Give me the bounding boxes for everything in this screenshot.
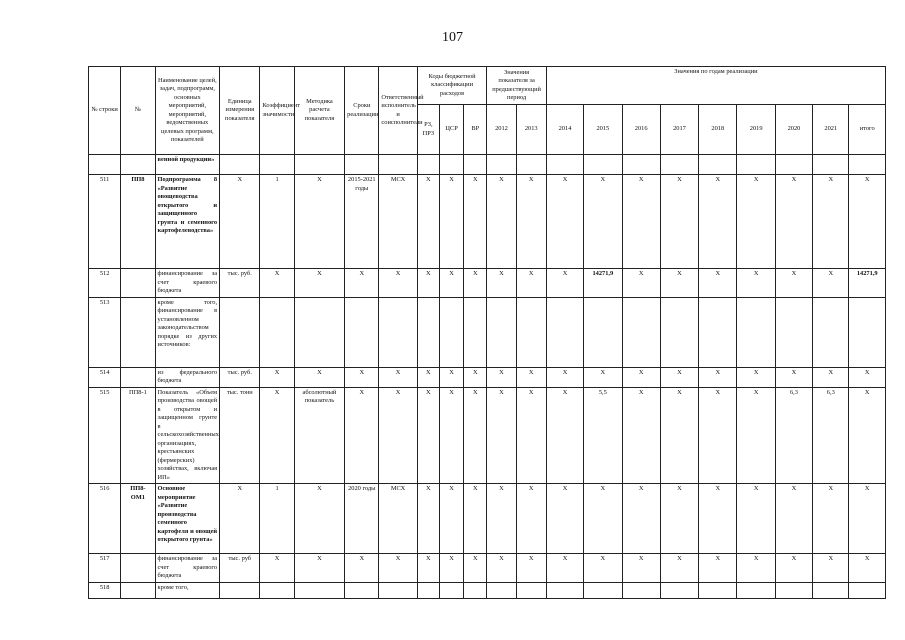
cell-item-no: ПП8-ОМ1 bbox=[121, 484, 155, 554]
header-year: 2014 bbox=[546, 105, 583, 155]
cell-executor: Х bbox=[379, 554, 417, 583]
cell-year-value: 6,3 bbox=[775, 387, 812, 484]
cell-year-value: Х bbox=[622, 367, 660, 387]
table-row bbox=[89, 269, 886, 298]
cell-total: Х bbox=[849, 484, 886, 554]
header-budget-codes: Коды бюджетной классификации расходов bbox=[417, 67, 487, 105]
cell-executor: Х bbox=[379, 367, 417, 387]
cell-coef bbox=[260, 582, 294, 598]
table-body bbox=[89, 155, 886, 599]
header-terms: Сроки реализации bbox=[345, 67, 379, 155]
cell-terms: 2015-2021 годы bbox=[345, 175, 379, 269]
cell-year-value bbox=[546, 582, 583, 598]
cell-line-no: 516 bbox=[89, 484, 121, 554]
cell-terms bbox=[345, 582, 379, 598]
header-executor: Ответственный исполнитель и соисполнители bbox=[379, 67, 417, 155]
header-year-values: Значения по годам реализации bbox=[546, 67, 885, 105]
cell-year-value: Х bbox=[487, 269, 516, 298]
cell-year-value: Х bbox=[516, 269, 546, 298]
cell-item-no bbox=[121, 582, 155, 598]
cell-year-value: Х bbox=[584, 554, 622, 583]
cell-year-value bbox=[813, 582, 849, 598]
cell-year-value: Х bbox=[813, 269, 849, 298]
header-vr: ВР bbox=[464, 105, 487, 155]
cell-year-value bbox=[516, 155, 546, 175]
cell-unit: Х bbox=[220, 484, 260, 554]
cell-year-value: Х bbox=[622, 387, 660, 484]
header-year: 2013 bbox=[516, 105, 546, 155]
cell-year-value bbox=[737, 155, 775, 175]
cell-year-value: Х bbox=[737, 175, 775, 269]
cell-year-value: Х bbox=[775, 484, 812, 554]
cell-terms: Х bbox=[345, 554, 379, 583]
cell-year-value: Х bbox=[584, 367, 622, 387]
cell-year-value: Х bbox=[699, 175, 737, 269]
cell-item-no bbox=[121, 269, 155, 298]
cell-year-value bbox=[775, 155, 812, 175]
cell-rz: Х bbox=[417, 175, 439, 269]
cell-year-value: Х bbox=[813, 367, 849, 387]
cell-vr: Х bbox=[464, 367, 487, 387]
cell-year-value bbox=[584, 155, 622, 175]
cell-year-value bbox=[622, 582, 660, 598]
table-row bbox=[89, 554, 886, 583]
cell-coef bbox=[260, 155, 294, 175]
header-unit: Единица измерения показателя bbox=[220, 67, 260, 155]
cell-executor bbox=[379, 155, 417, 175]
cell-year-value: 5,5 bbox=[584, 387, 622, 484]
cell-year-value: Х bbox=[699, 367, 737, 387]
header-prev-values: Значения показателя за предшествующий период bbox=[487, 67, 547, 105]
cell-year-value bbox=[775, 297, 812, 367]
table-row bbox=[89, 484, 886, 554]
cell-executor: Х bbox=[379, 387, 417, 484]
cell-total bbox=[849, 582, 886, 598]
cell-year-value bbox=[546, 297, 583, 367]
cell-item-no bbox=[121, 155, 155, 175]
cell-line-no: 513 bbox=[89, 297, 121, 367]
cell-year-value: Х bbox=[516, 484, 546, 554]
cell-year-value bbox=[487, 155, 516, 175]
cell-year-value: Х bbox=[813, 175, 849, 269]
cell-vr: Х bbox=[464, 175, 487, 269]
cell-vr: Х bbox=[464, 554, 487, 583]
cell-year-value bbox=[737, 582, 775, 598]
cell-coef: 1 bbox=[260, 175, 294, 269]
cell-year-value: Х bbox=[546, 554, 583, 583]
cell-method: Х bbox=[294, 269, 344, 298]
cell-year-value: Х bbox=[546, 387, 583, 484]
cell-year-value bbox=[813, 155, 849, 175]
cell-year-value: Х bbox=[487, 175, 516, 269]
cell-year-value: 6,3 bbox=[813, 387, 849, 484]
cell-year-value: Х bbox=[660, 175, 698, 269]
cell-year-value bbox=[516, 297, 546, 367]
header-year: 2012 bbox=[487, 105, 516, 155]
cell-year-value: Х bbox=[660, 554, 698, 583]
cell-csr: Х bbox=[439, 387, 463, 484]
cell-method bbox=[294, 297, 344, 367]
cell-coef: Х bbox=[260, 554, 294, 583]
cell-executor: МСХ bbox=[379, 484, 417, 554]
cell-csr: Х bbox=[439, 554, 463, 583]
cell-csr bbox=[439, 297, 463, 367]
cell-year-value: Х bbox=[775, 554, 812, 583]
cell-year-value: Х bbox=[622, 269, 660, 298]
page-number: 107 bbox=[442, 30, 463, 45]
cell-vr bbox=[464, 297, 487, 367]
cell-csr: Х bbox=[439, 484, 463, 554]
cell-year-value: Х bbox=[584, 484, 622, 554]
cell-vr bbox=[464, 582, 487, 598]
cell-name: финансирование за счет краевого бюджета bbox=[155, 554, 220, 583]
cell-year-value: Х bbox=[516, 554, 546, 583]
header-row-no: № строки bbox=[89, 67, 121, 155]
cell-year-value: Х bbox=[775, 175, 812, 269]
cell-year-value: Х bbox=[699, 387, 737, 484]
cell-executor bbox=[379, 297, 417, 367]
header-year: 2015 bbox=[584, 105, 622, 155]
cell-name: кроме того, bbox=[155, 582, 220, 598]
cell-total: Х bbox=[849, 554, 886, 583]
cell-item-no: ПП8-1 bbox=[121, 387, 155, 484]
cell-name: Основное мероприятие «Развитие производства семенного картофеля и овощей открытого грунта» bbox=[155, 484, 220, 554]
cell-method: абсолютный показатель bbox=[294, 387, 344, 484]
header-coef: Коэффициент значимости bbox=[260, 67, 294, 155]
cell-coef: Х bbox=[260, 269, 294, 298]
cell-csr: Х bbox=[439, 367, 463, 387]
cell-year-value: Х bbox=[660, 387, 698, 484]
cell-year-value: Х bbox=[699, 269, 737, 298]
cell-year-value: Х bbox=[546, 269, 583, 298]
cell-total: Х bbox=[849, 367, 886, 387]
header-year: 2018 bbox=[699, 105, 737, 155]
cell-unit: Х bbox=[220, 175, 260, 269]
header-name: Наименование целей, задач, подпрограмм, основных мероприятий, мероприятий, ведомственных целевых программ, показателей bbox=[155, 67, 220, 155]
cell-coef bbox=[260, 297, 294, 367]
header-year: 2016 bbox=[622, 105, 660, 155]
cell-method bbox=[294, 582, 344, 598]
cell-year-value bbox=[660, 155, 698, 175]
cell-year-value: Х bbox=[487, 554, 516, 583]
cell-year-value bbox=[487, 582, 516, 598]
cell-unit bbox=[220, 297, 260, 367]
cell-method: Х bbox=[294, 554, 344, 583]
cell-total: Х bbox=[849, 175, 886, 269]
cell-item-no bbox=[121, 297, 155, 367]
cell-method: Х bbox=[294, 367, 344, 387]
table-row bbox=[89, 367, 886, 387]
cell-year-value: Х bbox=[622, 175, 660, 269]
table-row bbox=[89, 582, 886, 598]
cell-csr: Х bbox=[439, 269, 463, 298]
cell-executor bbox=[379, 582, 417, 598]
cell-line-no: 512 bbox=[89, 269, 121, 298]
cell-year-value: Х bbox=[487, 484, 516, 554]
cell-year-value: Х bbox=[622, 554, 660, 583]
cell-executor: Х bbox=[379, 269, 417, 298]
cell-year-value: Х bbox=[660, 484, 698, 554]
header-total: итого bbox=[849, 105, 886, 155]
table-row bbox=[89, 297, 886, 367]
cell-total: 14271,9 bbox=[849, 269, 886, 298]
cell-total: Х bbox=[849, 387, 886, 484]
cell-rz bbox=[417, 297, 439, 367]
cell-terms bbox=[345, 155, 379, 175]
cell-method: Х bbox=[294, 175, 344, 269]
cell-name: Показатель «Объем производства овощей в открытом и защищенном грунте в сельскохозяйственных организациях, крестьянских (фермерских) хозяйствах, включая ИП» bbox=[155, 387, 220, 484]
cell-unit: тыс. руб. bbox=[220, 269, 260, 298]
program-table bbox=[88, 66, 886, 599]
cell-year-value: Х bbox=[622, 484, 660, 554]
cell-year-value: Х bbox=[516, 367, 546, 387]
cell-year-value bbox=[584, 297, 622, 367]
cell-executor: МСХ bbox=[379, 175, 417, 269]
cell-terms bbox=[345, 297, 379, 367]
cell-name: финансирование за счет краевого бюджета bbox=[155, 269, 220, 298]
cell-line-no: 515 bbox=[89, 387, 121, 484]
cell-year-value bbox=[699, 582, 737, 598]
header-no: № bbox=[121, 67, 155, 155]
cell-csr bbox=[439, 155, 463, 175]
cell-name: венной продукции» bbox=[155, 155, 220, 175]
cell-unit: тыс. руб. bbox=[220, 367, 260, 387]
cell-year-value bbox=[737, 297, 775, 367]
cell-year-value: Х bbox=[737, 387, 775, 484]
cell-vr: Х bbox=[464, 269, 487, 298]
cell-unit bbox=[220, 582, 260, 598]
cell-year-value bbox=[584, 582, 622, 598]
cell-line-no: 517 bbox=[89, 554, 121, 583]
cell-year-value bbox=[660, 297, 698, 367]
header-method: Методика расчета показателя bbox=[294, 67, 344, 155]
table-row bbox=[89, 155, 886, 175]
cell-year-value: Х bbox=[516, 387, 546, 484]
cell-year-value bbox=[487, 297, 516, 367]
cell-unit bbox=[220, 155, 260, 175]
cell-year-value: 14271,9 bbox=[584, 269, 622, 298]
cell-coef: Х bbox=[260, 387, 294, 484]
cell-year-value bbox=[699, 297, 737, 367]
cell-name: из федерального бюджета bbox=[155, 367, 220, 387]
cell-method bbox=[294, 155, 344, 175]
cell-rz: Х bbox=[417, 387, 439, 484]
cell-line-no: 511 bbox=[89, 175, 121, 269]
cell-year-value: Х bbox=[699, 554, 737, 583]
cell-year-value: Х bbox=[487, 387, 516, 484]
table-row bbox=[89, 175, 886, 269]
cell-year-value: Х bbox=[546, 175, 583, 269]
cell-year-value: Х bbox=[487, 367, 516, 387]
cell-year-value: Х bbox=[813, 554, 849, 583]
header-year: 2017 bbox=[660, 105, 698, 155]
cell-line-no bbox=[89, 155, 121, 175]
cell-vr bbox=[464, 155, 487, 175]
cell-total bbox=[849, 155, 886, 175]
cell-year-value bbox=[516, 582, 546, 598]
cell-csr bbox=[439, 582, 463, 598]
cell-line-no: 518 bbox=[89, 582, 121, 598]
cell-year-value bbox=[660, 582, 698, 598]
header-csr: ЦСР bbox=[439, 105, 463, 155]
cell-year-value bbox=[622, 155, 660, 175]
header-year: 2020 bbox=[775, 105, 812, 155]
cell-year-value: Х bbox=[737, 269, 775, 298]
cell-year-value: Х bbox=[813, 484, 849, 554]
cell-year-value: Х bbox=[737, 554, 775, 583]
cell-vr: Х bbox=[464, 484, 487, 554]
cell-year-value: Х bbox=[737, 367, 775, 387]
cell-item-no: ПП8 bbox=[121, 175, 155, 269]
cell-rz: Х bbox=[417, 269, 439, 298]
cell-year-value: Х bbox=[546, 367, 583, 387]
header-rz: РЗ, ПРЗ bbox=[417, 105, 439, 155]
header-year: 2021 bbox=[813, 105, 849, 155]
table-row bbox=[89, 387, 886, 484]
cell-vr: Х bbox=[464, 387, 487, 484]
cell-terms: Х bbox=[345, 387, 379, 484]
cell-year-value: Х bbox=[516, 175, 546, 269]
cell-item-no bbox=[121, 367, 155, 387]
cell-unit: тыс. тонн bbox=[220, 387, 260, 484]
cell-method: Х bbox=[294, 484, 344, 554]
cell-year-value: Х bbox=[699, 484, 737, 554]
cell-csr: Х bbox=[439, 175, 463, 269]
cell-terms: Х bbox=[345, 367, 379, 387]
cell-year-value bbox=[813, 297, 849, 367]
cell-name: кроме того, финансирование в установленном законодательством порядке из других источников: bbox=[155, 297, 220, 367]
cell-rz bbox=[417, 155, 439, 175]
cell-rz: Х bbox=[417, 367, 439, 387]
header-year: 2019 bbox=[737, 105, 775, 155]
cell-total bbox=[849, 297, 886, 367]
cell-year-value: Х bbox=[546, 484, 583, 554]
cell-year-value: Х bbox=[775, 367, 812, 387]
cell-year-value: Х bbox=[775, 269, 812, 298]
cell-coef: 1 bbox=[260, 484, 294, 554]
cell-year-value bbox=[775, 582, 812, 598]
cell-year-value bbox=[622, 297, 660, 367]
cell-terms: 2020 годы bbox=[345, 484, 379, 554]
cell-rz: Х bbox=[417, 554, 439, 583]
cell-year-value: Х bbox=[737, 484, 775, 554]
cell-coef: Х bbox=[260, 367, 294, 387]
cell-line-no: 514 bbox=[89, 367, 121, 387]
cell-year-value bbox=[699, 155, 737, 175]
cell-rz bbox=[417, 582, 439, 598]
cell-unit: тыс. руб bbox=[220, 554, 260, 583]
cell-year-value: Х bbox=[660, 367, 698, 387]
cell-year-value bbox=[546, 155, 583, 175]
cell-terms: Х bbox=[345, 269, 379, 298]
cell-item-no bbox=[121, 554, 155, 583]
cell-name: Подпрограмма 8 «Развитие овощеводства открытого и защищенного грунта и семенного картофелеводства» bbox=[155, 175, 220, 269]
cell-year-value: Х bbox=[660, 269, 698, 298]
cell-rz: Х bbox=[417, 484, 439, 554]
cell-year-value: Х bbox=[584, 175, 622, 269]
